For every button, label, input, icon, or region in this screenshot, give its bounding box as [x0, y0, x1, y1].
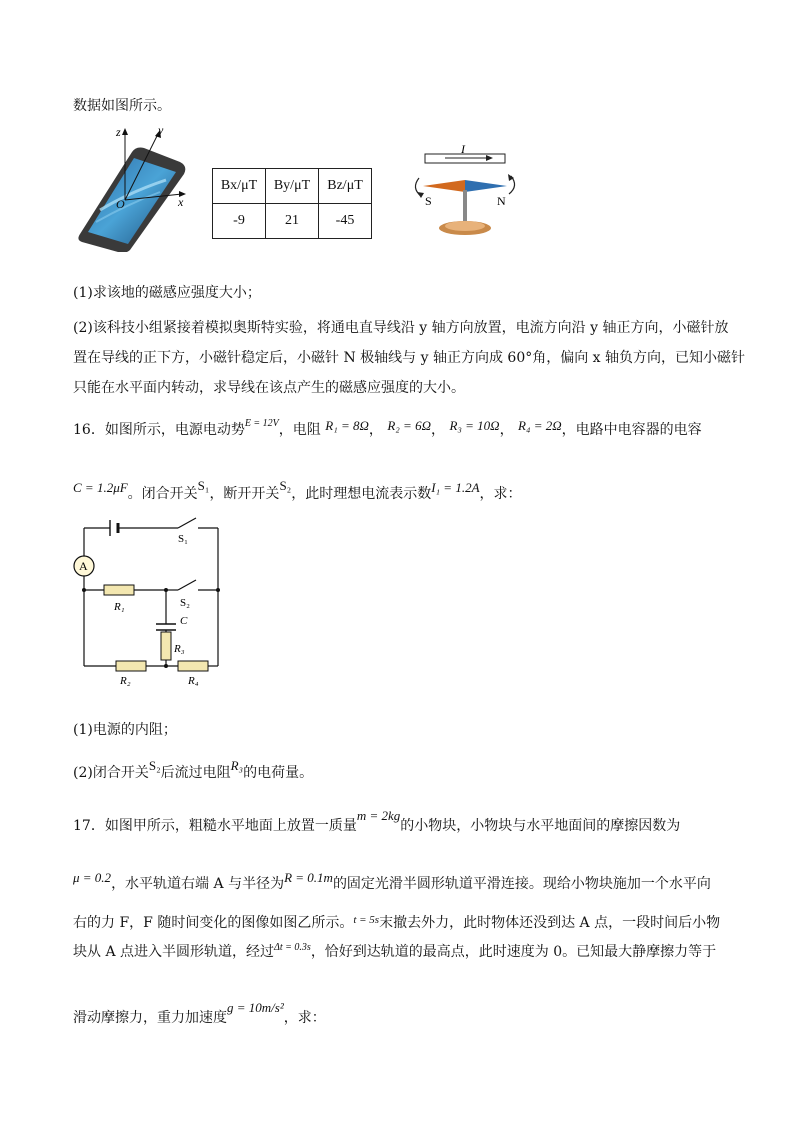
- q16-text-d: 。闭合开关: [127, 486, 198, 502]
- circuit-r2-label: R₂: [120, 675, 131, 687]
- resistor-r1-icon: [104, 585, 134, 595]
- capacitance-value: C = 1.2μF: [73, 480, 128, 495]
- q16-part2-c: 的电荷量。: [243, 765, 314, 781]
- resistor-r3-icon: [161, 632, 171, 660]
- q17-text-b: 的小物块，小物块与水平地面间的摩擦因数为: [400, 818, 681, 834]
- table-row: [213, 204, 372, 239]
- intro-text: 数据如图所示。: [73, 98, 171, 114]
- south-label: S: [425, 194, 432, 208]
- q16-text-c: ，电路中电容器的电容: [561, 422, 702, 438]
- current-label: I: [461, 142, 465, 156]
- q16-text-g: ，求：: [479, 486, 522, 502]
- capacitor-icon: [156, 624, 176, 630]
- q16-text-e: ，断开开关: [209, 486, 280, 502]
- table-header-row: [213, 169, 372, 204]
- phone-axes-figure: [70, 122, 195, 252]
- table-header-by: By/μT: [266, 169, 319, 204]
- q15-part2-line3: 只能在水平面内转动，求导线在该点产生的磁感应强度的大小。: [73, 380, 465, 396]
- circuit-r3-label: R₃: [174, 643, 185, 655]
- current-value: I₁ = 1.2A: [431, 480, 480, 495]
- axis-x-label: x: [178, 195, 184, 209]
- r2-value: R₂ = 6Ω: [387, 418, 431, 433]
- q16-part2-b: 后流过电阻: [160, 765, 231, 781]
- gravity-value: g = 10m/s²: [227, 1000, 284, 1015]
- q17-text-i: 滑动摩擦力，重力加速度: [73, 1010, 227, 1026]
- r4-value: R₄ = 2Ω: [518, 418, 562, 433]
- radius-value: R = 0.1m: [284, 870, 333, 885]
- table-header-bz: Bz/μT: [319, 169, 372, 204]
- q17-line4: [73, 938, 716, 962]
- resistor-r4-icon: [178, 661, 208, 671]
- comma: ，: [430, 422, 445, 438]
- north-label: N: [497, 194, 506, 208]
- q17-line2: [73, 868, 711, 894]
- q17-text-f: 末撤去外力，此时物体还没到达 A 点，一段时间后小物: [379, 915, 721, 931]
- q16-line1: [73, 414, 702, 440]
- circuit-s1-label: S₁: [178, 533, 188, 545]
- mass-value: m = 2kg: [356, 808, 401, 823]
- circuit-c-label: C: [180, 615, 188, 627]
- resistor-r2-icon: [116, 661, 146, 671]
- q16-part2: [73, 756, 313, 783]
- emf-value: E = 12V: [244, 418, 279, 429]
- q16-text-a: 16．如图所示，电源电动势: [73, 422, 245, 438]
- q16-text-f: ，此时理想电流表示数: [291, 486, 432, 502]
- mu-value: μ = 0.2: [73, 870, 112, 885]
- q17-line3: [73, 910, 720, 933]
- circuit-r1-label: R₁: [114, 601, 125, 613]
- axis-z-label: z: [116, 125, 121, 139]
- s2-symbol-inline: S₂: [148, 758, 161, 773]
- battery-icon: [110, 520, 118, 536]
- q16-line2: [73, 476, 522, 504]
- s2-symbol: S₂: [279, 478, 292, 493]
- q17-text-c: ，水平轨道右端 A 与半径为: [111, 876, 285, 892]
- ammeter-icon: [74, 556, 94, 576]
- circuit-diagram: [68, 512, 230, 690]
- magnetic-field-table: [212, 168, 372, 239]
- q15-part2-line1: (2)该科技小组紧接着模拟奥斯特实验，将通电直导线沿 y 轴方向放置，电流方向沿 y 轴正方向，小磁针放: [73, 320, 729, 336]
- comma: ，: [368, 422, 383, 438]
- q15-part2-line2: 置在导线的正下方，小磁针稳定后，小磁针 N 极轴线与 y 轴正方向成 60°角，偏向 x 轴负方向，已知小磁针: [73, 350, 746, 366]
- time-value: t = 5s: [353, 914, 380, 926]
- circuit-r4-label: R₄: [188, 675, 199, 687]
- q17-text-j: ，求：: [283, 1010, 326, 1026]
- q17-line1: [73, 806, 680, 836]
- table-cell-bx: -9: [213, 204, 266, 239]
- q16-part1: (1)电源的内阻；: [73, 722, 177, 738]
- comma: ，: [499, 422, 514, 438]
- table-cell-by: 21: [266, 204, 319, 239]
- ammeter-label: A: [79, 559, 88, 573]
- q15-part1: (1)求该地的磁感应强度大小；: [73, 285, 261, 301]
- q17-text-a: 17．如图甲所示，粗糙水平地面上放置一质量: [73, 818, 357, 834]
- q17-text-d: 的固定光滑半圆形轨道平滑连接。现给小物块施加一个水平向: [332, 876, 711, 892]
- q17-line5: [73, 998, 326, 1028]
- q17-text-h: ，恰好到达轨道的最高点，此时速度为 0。已知最大静摩擦力等于: [310, 944, 717, 960]
- compass-figure: [405, 142, 530, 242]
- q17-text-e: 右的力 F，F 随时间变化的图像如图乙所示。: [73, 915, 354, 931]
- axis-y-label: y: [158, 123, 164, 137]
- circuit-s2-label: S₂: [180, 597, 190, 609]
- origin-label: O: [116, 197, 125, 211]
- r1-value: R₁ = 8Ω: [325, 418, 369, 433]
- q17-text-g: 块从 A 点进入半圆形轨道，经过: [73, 944, 275, 960]
- dt-value: Δt = 0.3s: [274, 942, 311, 953]
- r3-symbol-inline: R₃: [230, 758, 244, 773]
- s1-symbol: S₁: [197, 478, 210, 493]
- q16-part2-a: (2)闭合开关: [73, 765, 149, 781]
- table-cell-bz: -45: [319, 204, 372, 239]
- table-header-bx: Bx/μT: [213, 169, 266, 204]
- q16-text-b: ，电阻: [278, 422, 321, 438]
- r3-value: R₃ = 10Ω: [449, 418, 500, 433]
